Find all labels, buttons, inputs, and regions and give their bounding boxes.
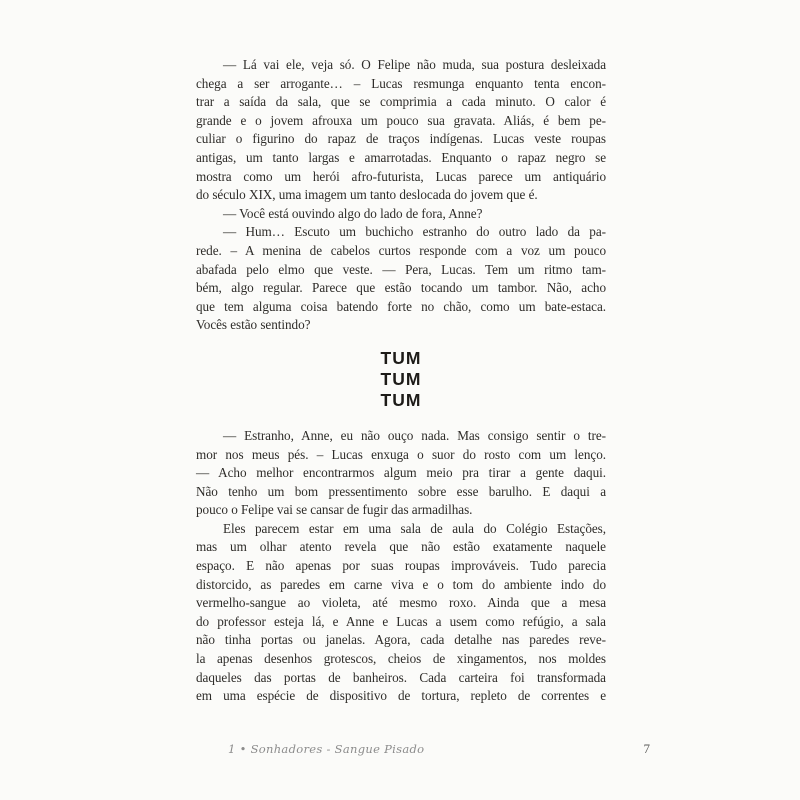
paragraph xyxy=(196,520,606,706)
text-line: — Lá vai ele, veja só. O Felipe não muda, sua postura desleixada xyxy=(223,57,606,72)
text-line: Não tenho um bom pressentimento sobre esse barulho. E daqui a xyxy=(196,483,606,499)
text-line: Vocês estão sentindo? xyxy=(196,317,311,333)
text-line: rede. – A menina de cabelos curtos responde com a voz um pouco xyxy=(196,242,606,258)
text-line: trar a saída da sala, que se comprimia a cada minuto. O calor é xyxy=(196,94,606,110)
text-line: chega a ser arrogante… – Lucas resmunga enquanto tenta encon- xyxy=(196,75,606,91)
text-line: — Você está ouvindo algo do lado de fora, Anne? xyxy=(223,205,483,221)
paragraph xyxy=(196,205,606,224)
text-line: Eles parecem estar em uma sala de aula do Colégio Estações, xyxy=(223,520,606,536)
text-line: que tem alguma coisa batendo forte no chão, como um bate-estaca. xyxy=(196,298,606,314)
text-line: — Acho melhor encontrarmos algum meio pra tirar a gente daqui. xyxy=(196,465,606,481)
text-line: bém, algo regular. Parece que estão tocando um tambor. Não, acho xyxy=(196,280,606,296)
text-line: não tinha portas ou janelas. Agora, cada detalhe nas paredes reve- xyxy=(196,632,606,648)
text-line: mas um olhar atento revela que não estão exatamente naquele xyxy=(196,539,606,555)
page-number: 7 xyxy=(643,741,650,756)
text-line: vermelho-sangue ao violeta, até mesmo roxo. Ainda que a mesa xyxy=(196,595,606,611)
onomatopoeia-tum: TUM xyxy=(380,347,422,368)
text-line: — Estranho, Anne, eu não ouço nada. Mas consigo sentir o tre- xyxy=(223,427,606,443)
text-line: antigas, um tanto largas e amarrotadas. Enquanto o rapaz negro se xyxy=(196,149,606,165)
text-line: do professor esteja lá, e Anne e Lucas a usem como refúgio, a sala xyxy=(196,613,606,629)
paragraph xyxy=(196,427,606,520)
text-line: espaço. E não apenas por suas roupas improváveis. Tudo parecia xyxy=(196,558,606,574)
onomatopoeia-tum: TUM xyxy=(380,368,422,389)
text-line: do século XIX, uma imagem um tanto deslocada do jovem que é. xyxy=(196,187,538,203)
onomatopoeia-tum: TUM xyxy=(380,389,422,410)
text-line: la apenas desenhos grotescos, cheios de xingamentos, nos moldes xyxy=(196,651,606,667)
paragraph xyxy=(196,223,606,335)
text-line: mostra como um herói afro-futurista, Lucas parece um antiquário xyxy=(196,168,606,184)
text-line: distorcido, as paredes em carne viva e o tom do ambiente indo do xyxy=(196,576,606,592)
text-line: abafada pelo elmo que veste. — Pera, Lucas. Tem um ritmo tam- xyxy=(196,261,606,277)
paragraph xyxy=(196,56,606,205)
text-line: culiar o figurino do rapaz de traços indígenas. Lucas veste roupas xyxy=(196,131,606,147)
text-line: daqueles das portas de banheiros. Cada carteira foi transformada xyxy=(196,669,606,685)
footer-book-title: 1 • Sonhadores - Sangue Pisado xyxy=(228,742,425,756)
text-line: mor nos meus pés. – Lucas enxuga o suor do rosto com um lenço. xyxy=(196,446,606,462)
onomatopoeia-block xyxy=(196,348,606,411)
text-line: pouco o Felipe vai se cansar de fugir das armadilhas. xyxy=(196,502,473,518)
text-line: em uma espécie de dispositivo de tortura, repleto de correntes e xyxy=(196,688,606,704)
text-line: grande e o jovem afrouxa um pouco sua gravata. Aliás, é bem pe- xyxy=(196,112,606,128)
text-line: — Hum… Escuto um buchicho estranho do outro lado da pa- xyxy=(223,224,606,240)
page-text-block xyxy=(196,56,606,706)
